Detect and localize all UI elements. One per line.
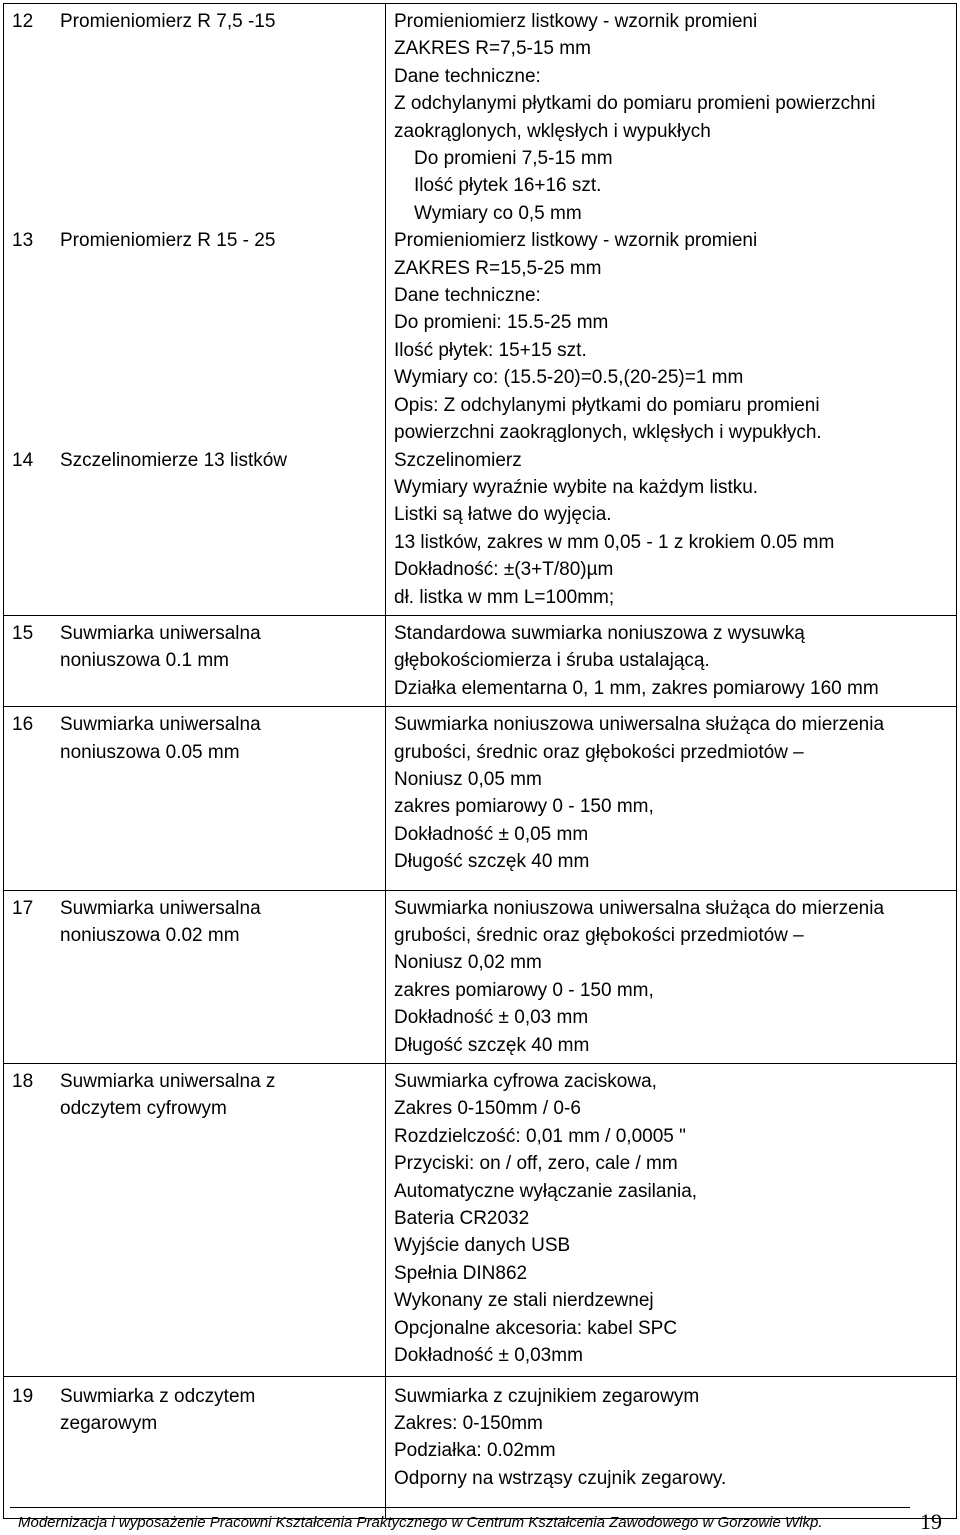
description-line: zaokrąglonych, wklęsłych i wypukłych [394, 120, 711, 142]
item-description [386, 227, 957, 446]
footer-divider [10, 1507, 910, 1508]
description-line: Automatyczne wyłączanie zasilania, [394, 1180, 698, 1202]
table-row [4, 227, 957, 446]
description-line: ZAKRES R=15,5-25 mm [394, 257, 602, 279]
description-line: Rozdzielczość: 0,01 mm / 0,0005 " [394, 1125, 686, 1147]
item-description [386, 447, 957, 616]
item-number: 14 [12, 449, 34, 471]
description-line: Suwmiarka noniuszowa uniwersalna służąca do mierzenia [394, 714, 885, 736]
description-line: Dokładność ± 0,05 mm [394, 823, 589, 845]
item-name-line: Promieniomierz R 7,5 -15 [60, 11, 276, 32]
table-row [4, 615, 957, 706]
description-line: Wyjście danych USB [394, 1235, 571, 1257]
item-name-line: noniuszowa 0.1 mm [60, 650, 229, 672]
spec-table-body [4, 4, 957, 1519]
item-description [386, 1064, 957, 1376]
description-line: Suwmiarka z czujnikiem zegarowym [394, 1385, 700, 1407]
description-line: zakres pomiarowy 0 - 150 mm, [394, 979, 654, 1001]
description-line: grubości, średnic oraz głębokości przedmiotów – [394, 741, 804, 763]
table-row [4, 1376, 957, 1519]
item-name [60, 227, 386, 446]
item-name-line: zegarowym [60, 1412, 158, 1434]
description-line: Dane techniczne: [394, 285, 541, 307]
description-line: Długość szczęk 40 mm [394, 851, 590, 873]
description-line: Suwmiarka cyfrowa zaciskowa, [394, 1071, 657, 1093]
description-line: Opcjonalne akcesoria: kabel SPC [394, 1317, 678, 1339]
description-line: Opis: Z odchylanymi płytkami do pomiaru promieni [394, 394, 820, 416]
description-line: Ilość płytek 16+16 szt. [414, 175, 602, 197]
item-name-line: odczytem cyfrowym [60, 1098, 227, 1120]
description-line: Do promieni 7,5-15 mm [414, 148, 613, 170]
item-name-line: Suwmiarka uniwersalna [60, 622, 261, 644]
description-line: Dokładność: ±(3+T/80)µm [394, 559, 614, 581]
description-line: Z odchylanymi płytkami do pomiaru promieni powierzchni [394, 93, 876, 115]
item-name [60, 1376, 386, 1519]
item-name [60, 890, 386, 1063]
description-line: Noniusz 0,02 mm [394, 952, 542, 974]
description-line: Standardowa suwmiarka noniuszowa z wysuwką [394, 622, 805, 644]
description-line: Bateria CR2032 [394, 1208, 530, 1230]
description-line: Długość szczęk 40 mm [394, 1034, 590, 1056]
item-number: 18 [4, 1064, 61, 1376]
description-line: Promieniomierz listkowy - wzornik promieni [394, 11, 758, 32]
item-name-line: noniuszowa 0.02 mm [60, 925, 240, 946]
item-name-line: Suwmiarka z odczytem [60, 1385, 256, 1407]
description-line: Zakres: 0-150mm [394, 1412, 543, 1434]
description-line: głębokościomierza i śruba ustalającą. [394, 650, 710, 672]
description-line: Wymiary wyraźnie wybite na każdym listku. [394, 476, 759, 498]
description-line: 13 listków, zakres w mm 0,05 - 1 z krokiem 0.05 mm [394, 531, 835, 553]
item-name-line: noniuszowa 0.05 mm [60, 741, 240, 763]
description-line: Zakres 0-150mm / 0-6 [394, 1098, 581, 1120]
item-number: 13 [12, 230, 34, 252]
footer-text: Modernizacja i wyposażenie Pracowni Kształcenia Praktycznego w Centrum Kształcenia Zawodowego w Gorzowie Wlkp. [18, 1514, 823, 1531]
item-name [60, 707, 386, 890]
item-name [60, 4, 386, 228]
description-line: grubości, średnic oraz głębokości przedmiotów – [394, 925, 804, 946]
description-line: Podziałka: 0.02mm [394, 1440, 556, 1462]
document-page [3, 3, 957, 1519]
table-row [4, 4, 957, 228]
table-row [4, 447, 957, 616]
item-name [60, 1064, 386, 1376]
description-line: Do promieni: 15.5-25 mm [394, 312, 609, 334]
item-name-line: Suwmiarka uniwersalna [60, 897, 261, 919]
item-description [386, 615, 957, 706]
description-line: Noniusz 0,05 mm [394, 768, 542, 790]
item-description [386, 1376, 957, 1519]
item-name-line: Suwmiarka uniwersalna z [60, 1071, 276, 1093]
description-line: zakres pomiarowy 0 - 150 mm, [394, 796, 654, 818]
description-line: Listki są łatwe do wyjęcia. [394, 504, 612, 526]
item-number: 17 [4, 890, 61, 1063]
item-name-line: Szczelinomierze 13 listków [60, 449, 288, 471]
equipment-spec-table [3, 3, 957, 1519]
item-name [60, 447, 386, 616]
description-line: Spełnia DIN862 [394, 1262, 528, 1284]
table-row [4, 707, 957, 890]
description-line: Dokładność ± 0,03 mm [394, 1007, 589, 1029]
page-number: 19 [920, 1509, 942, 1534]
table-row [4, 1064, 957, 1376]
description-line: Przyciski: on / off, zero, cale / mm [394, 1153, 678, 1175]
description-line: Wykonany ze stali nierdzewnej [394, 1290, 654, 1312]
item-name-line: Suwmiarka uniwersalna [60, 714, 261, 736]
item-name [60, 615, 386, 706]
description-line: Odporny na wstrząsy czujnik zegarowy. [394, 1467, 727, 1489]
table-row [4, 890, 957, 1063]
description-line: Wymiary co 0,5 mm [414, 202, 582, 224]
item-number: 15 [4, 615, 61, 706]
description-line: Szczelinomierz [394, 449, 522, 471]
description-line: Dokładność ± 0,03mm [394, 1345, 583, 1367]
description-line: Ilość płytek: 15+15 szt. [394, 339, 587, 361]
item-description [386, 890, 957, 1063]
description-line: Wymiary co: (15.5-20)=0.5,(20-25)=1 mm [394, 367, 744, 389]
item-description [386, 4, 957, 228]
item-description [386, 707, 957, 890]
description-line: Suwmiarka noniuszowa uniwersalna służąca do mierzenia [394, 897, 885, 919]
description-line: Promieniomierz listkowy - wzornik promieni [394, 230, 758, 252]
description-line: ZAKRES R=7,5-15 mm [394, 38, 591, 60]
description-line: Dane techniczne: [394, 65, 541, 87]
item-name-line: Promieniomierz R 15 - 25 [60, 230, 276, 252]
item-number: 12 [12, 11, 34, 32]
item-number: 19 [4, 1376, 61, 1519]
description-line: Działka elementarna 0, 1 mm, zakres pomiarowy 160 mm [394, 677, 879, 699]
description-line: dł. listka w mm L=100mm; [394, 586, 615, 608]
item-number: 16 [4, 707, 61, 890]
description-line: powierzchni zaokrąglonych, wklęsłych i wypukłych. [394, 422, 822, 444]
